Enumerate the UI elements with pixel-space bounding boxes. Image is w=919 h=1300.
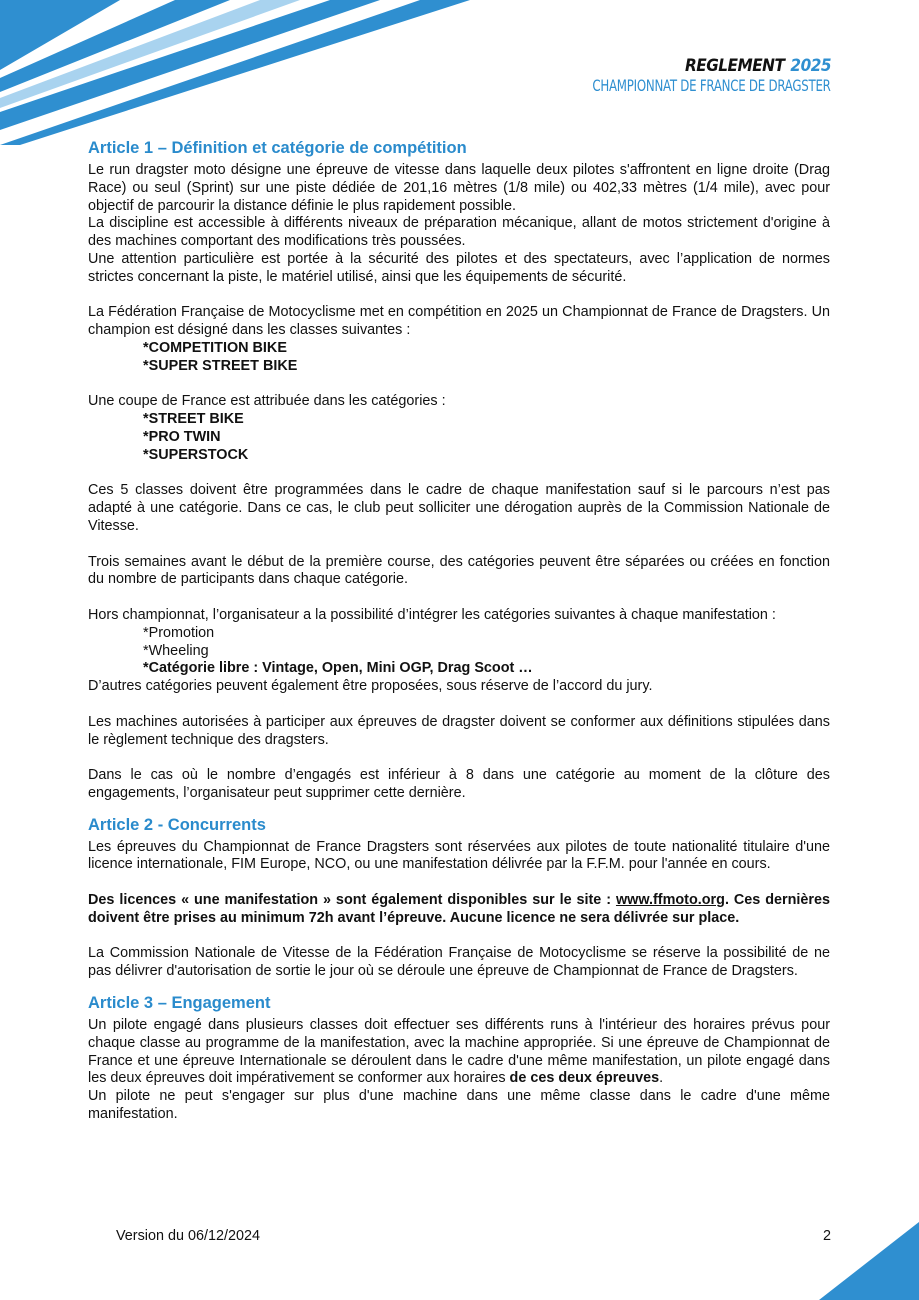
extra-category-libre: *Catégorie libre : Vintage, Open, Mini OGP, Drag Scoot … <box>143 660 533 677</box>
version-date: Version du 06/12/2024 <box>116 1228 261 1244</box>
cup-class-1: *STREET BIKE <box>143 411 244 428</box>
article-1-paragraph-7: Trois semaines avant le début de la première course, des catégories peuvent être séparées ou créées en fonction du nombre de participants dans chaque catégorie. <box>88 553 830 588</box>
article-3-paragraph-1 <box>88 1017 830 1088</box>
article-3-paragraph-2: Un pilote ne peut s'engager sur plus d'une machine dans une même classe dans le cadre d'une même manifestation. <box>88 1088 830 1123</box>
page-number: 2 <box>822 1228 831 1244</box>
cup-class-2: *PRO TWIN <box>143 428 221 445</box>
article-1-paragraph-6: Ces 5 classes doivent être programmées dans le cadre de chaque manifestation sauf si le parcours n’est pas adapté à une catégorie. Dans ce cas, le club peut solliciter une dérogation auprès de la Commission Nationale de Vitesse. <box>88 482 830 534</box>
article-1-paragraph-3: Une attention particulière est portée à la sécurité des pilotes et des spectateurs, avec l’application de normes strictes concernant la piste, le matériel utilisé, ainsi que les équipements de sécurité. <box>88 250 830 285</box>
document-body <box>88 138 830 1124</box>
article-2-paragraph-1: Les épreuves du Championnat de France Dragsters sont réservées aux pilotes de toute nationalité titulaire d'une licence internationale, FIM Europe, NCO, ou une manifestation délivrée par la F.F.M. pour l'année en cours. <box>88 838 830 873</box>
cup-class-3: *SUPERSTOCK <box>143 446 249 463</box>
article-3-p1-text: Un pilote engagé dans plusieurs classes doit effectuer ses différents runs à l'intérieur des horaires prévus pour chaque classe au programme de la manifestation, avec la machine appropriée. Si une épreuve de Championnat de France et une épreuve Internationale se déroulent dans le cadre d'une même manifestation, un pilote engagé dans les deux épreuves doit impérativement se conformer aux horaires <box>88 1017 830 1087</box>
licence-notice-start: Des licences « une manifestation » sont également disponibles sur le site : <box>88 892 616 909</box>
article-1-paragraph-9: D’autres catégories peuvent également être proposées, sous réserve de l’accord du jury. <box>88 678 653 695</box>
champion-class-1: *COMPETITION BIKE <box>143 339 287 356</box>
article-1-paragraph-4: La Fédération Française de Motocyclisme met en compétition en 2025 un Championnat de France de Dragsters. Un champion est désigné dans les classes suivantes : <box>88 304 830 339</box>
article-3-p1-end: . <box>659 1070 664 1087</box>
champion-class-2: *SUPER STREET BIKE <box>143 357 298 374</box>
header-title <box>540 56 831 76</box>
article-1-title: Article 1 – Définition et catégorie de compétition <box>88 139 467 157</box>
top-left-stripes-decoration <box>0 0 480 145</box>
header-title-year: 2025 <box>790 56 831 76</box>
bottom-right-triangle-decoration <box>819 1222 919 1300</box>
article-2-paragraph-3: La Commission Nationale de Vitesse de la Fédération Française de Motocyclisme se réserve la possibilité de ne pas délivrer d'autorisation de sortie le jour où se déroule une épreuve de Championnat de France de Dragsters. <box>88 945 830 980</box>
article-1-paragraph-1: Le run dragster moto désigne une épreuve de vitesse dans laquelle deux pilotes s'affrontent en ligne droite (Drag Race) ou seul (Sprint) sur une piste dédiée de 201,16 mètres (1/8 mile) ou 402,33 mètres (1/4 mile), avec pour objectif de parcourir la distance définie le plus rapidement possible. <box>88 162 830 214</box>
article-2-title: Article 2 - Concurrents <box>88 815 266 834</box>
article-3-title: Article 3 – Engagement <box>88 994 271 1013</box>
article-1-paragraph-11: Dans le cas où le nombre d’engagés est inférieur à 8 dans une catégorie au moment de la clôture des engagements, l’organisateur peut supprimer cette dernière. <box>88 767 830 801</box>
header-title-word: REGLEMENT <box>685 56 785 76</box>
article-1-paragraph-10: Les machines autorisées à participer aux épreuves de dragster doivent se conformer aux définitions stipulées dans le règlement technique des dragsters. <box>88 713 830 748</box>
licence-notice-end: . Ces dernières doivent être prises au minimum 72h avant l’épreuve. Aucune licence ne sera délivrée sur place. <box>88 892 831 926</box>
article-1-paragraph-8: Hors championnat, l’organisateur a la possibilité d’intégrer les catégories suivantes à chaque manifestation : <box>88 606 776 623</box>
ffmoto-link[interactable]: www.ffmoto.org <box>615 892 725 909</box>
article-3-p1-bold: de ces deux épreuves <box>509 1070 660 1087</box>
extra-category-wheeling: *Wheeling <box>143 642 209 659</box>
document-header <box>540 56 831 96</box>
article-1-paragraph-5: Une coupe de France est attribuée dans les catégories : <box>88 393 446 410</box>
extra-category-promotion: *Promotion <box>143 624 215 641</box>
header-subtitle: CHAMPIONNAT DE FRANCE DE DRAGSTER <box>592 76 831 96</box>
article-1-paragraph-2: La discipline est accessible à différents niveaux de préparation mécanique, allant de motos strictement d'origine à des machines comportant des modifications très poussées. <box>88 215 830 250</box>
page-footer <box>116 1228 831 1244</box>
article-2-paragraph-2 <box>88 892 830 928</box>
